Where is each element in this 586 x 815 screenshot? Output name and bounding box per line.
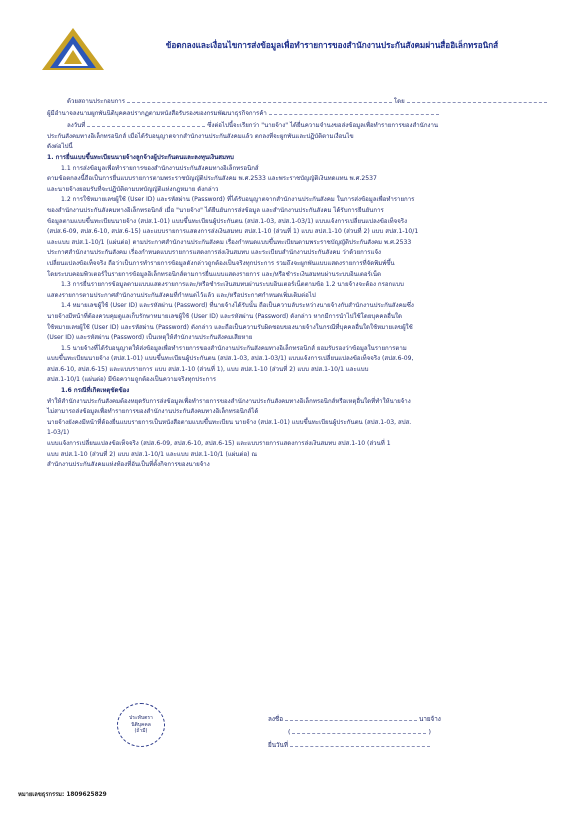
clause-1-6-line-4: นายจ้างยังคงมีหน้าที่ต้องยื่นแบบรายการเป็นหนังสือตามแบบขึ้นทะเบียน นายจ้าง (สปส.1-01) แบบขึ้นทะเบียนผู้ประกันตน (สปส.1-03, สปส. (47, 418, 412, 426)
submit-date-field[interactable] (290, 739, 430, 747)
section-1-heading: 1. การยื่นแบบขึ้นทะเบียนนายจ้างลูกจ้างผู้ประกันตนและลงทุนเงินสมทบ (47, 154, 234, 161)
clause-1-4-line-2: นายจ้างมีหน้าที่ต้องควบคุมดูแลเก็บรักษาหมายเลขผู้ใช้ (User ID) และรหัสผ่าน (Password) ดังกล่าว หากมีการนำไปใช้โดยบุคคลอื่นใด (47, 312, 402, 320)
clause-1-1: 1.1 การส่งข้อมูลเพื่อทำรายการของสำนักงานประกันสังคมทางอิเล็กทรอนิกส์ (61, 164, 259, 172)
clause-1-3: 1.3 การยื่นรายการข้อมูลตามแบบแสดงรายการและ/หรือชำระเงินสมทบผ่านระบบอินเตอร์เน็ตตามข้อ 1.2 นายจ้างจะต้อง กรอกแบบ (61, 281, 404, 289)
clause-1-6-line-3: ไม่สามารถส่งข้อมูลเพื่อทำรายการของสำนักงานประกันสังคมทางอิเล็กทรอนิกส์ได้ (47, 408, 259, 416)
submit-date-label: ยื่นวันที่ (268, 742, 288, 749)
document-title: ข้อตกลงและเงื่อนไขการส่งข้อมูลเพื่อทำรายการของสำนักงานประกันสังคมผ่านสื่ออิเล็กทรอนิกส์ (165, 40, 499, 50)
close-paren: ) (428, 729, 431, 736)
printed-name-field[interactable] (292, 726, 426, 734)
form-line-1 (47, 95, 569, 107)
stamp-line-1: ประทับตรา (129, 715, 153, 721)
transaction-number (18, 789, 107, 799)
clause-1-6-line-5: 1-03/1) (47, 429, 70, 437)
sign-label: ลงชื่อ (268, 716, 283, 723)
form-line-2 (47, 107, 569, 119)
clause-1-3-line-2: แสดงรายการตามประกาศสำนักงานประกันสังคมที่กำหนดไว้แล้ว และ/หรือประกาศกำหนดเพิ่มเติมต่อไป (47, 291, 316, 299)
signature-line (268, 713, 498, 726)
submit-date-line (268, 739, 498, 752)
clause-1-2-line-7: เปลี่ยนแปลงข้อเท็จจริง ถือว่าเป็นการทำรายการข้อมูลดังกล่าวถูกต้องเป็นจริงทุกประการ รวมถึงจะผูกพันแบบแสดงรายการที่จัดพิมพ์ขึ้น (47, 259, 395, 267)
employer-intent-text: ซึ่งต่อไปนี้จะเรียกว่า "นายจ้าง" ได้ยื่นความจำนงขอส่งข้อมูลเพื่อทำรายการของสำนักงาน (207, 122, 439, 130)
certificate-field[interactable] (269, 107, 439, 115)
clause-1-4-line-3: ใช้หมายเลขผู้ใช้ (User ID) และรหัสผ่าน (Password) ดังกล่าว และถือเป็นความรับผิดชอบของนายจ้างในกรณีที่บุคคลอื่นใดใช้หมายเลขผู้ใช้ (47, 323, 413, 331)
establishment-label: ด้วยสถานประกอบการ (67, 98, 125, 105)
clause-1-6: 1.6 กรณีที่เกิดเหตุขัดข้อง (61, 387, 130, 395)
clause-1-1-line-2: ตามข้อตกลงนี้ถือเป็นการยื่นแบบรายการตามพระราชบัญญัติประกันสังคม พ.ศ.2533 และพระราชบัญญัติเงินทดแทน พ.ศ.2537 (47, 175, 377, 183)
form-line-4: ประกันสังคมทางอิเล็กทรอนิกส์ เมื่อได้รับอนุญาตจากสำนักงานประกันสังคมแล้ว ตกลงที่จะผูกพันและปฏิบัติตามเงื่อนไข (47, 132, 354, 140)
clause-1-6-line-7: แบบ สปส.1-10 (ส่วนที่ 2) แบบ สปส.1-10/1 และแบบ สปส.1-10/1 (แผ่นต่อ) ณ (47, 450, 258, 458)
clause-1-6-line-2: ทำให้สำนักงานประกันสังคมต้องหยุดรับการส่งข้อมูลเพื่อทำรายการของสำนักงานประกันสังคมทางอิเล็กทรอนิกส์หรือเหตุอื่นใดที่ทำให้นายจ้าง (47, 397, 411, 405)
clause-1-4-line-4: (User ID) และรหัสผ่าน (Password) เป็นเหตุให้สำนักงานประกันสังคมเสียหาย (47, 334, 253, 342)
form-line-5: ดังต่อไปนี้ (47, 142, 73, 150)
social-security-logo-icon (40, 26, 106, 72)
clause-1-5: 1.5 นายจ้างที่ได้รับอนุญาตให้ส่งข้อมูลเพื่อทำรายการของสำนักงานประกันสังคมทางอิเล็กทรอนิกส์ ยอมรับรองว่าข้อมูลในรายการตาม (61, 344, 407, 352)
clause-1-5-line-4: สปส.1-10/1 (แผ่นต่อ) มีข้อความถูกต้องเป็นความจริงทุกประการ (47, 376, 217, 384)
transaction-label: หมายเลขธุรกรรม: (18, 792, 65, 798)
clause-1-4: 1.4 หมายเลขผู้ใช้ (User ID) และรหัสผ่าน (Password) ที่นายจ้างได้รับนั้น ถือเป็นความลับระหว่างนายจ้างกับสำนักงานประกันสังคมซึ่ง (61, 302, 414, 310)
clause-1-6-line-6: แบบแจ้งการเปลี่ยนแปลงข้อเท็จจริง (สปส.6-09, สปส.6-10, สปส.6-15) และแบบรายการแสดงการส่งเงินสมทบ สปส.1-10 (ส่วนที่ 1 (47, 440, 391, 448)
establishment-field[interactable] (127, 95, 392, 103)
clause-1-2: 1.2 การใช้หมายเลขผู้ใช้ (User ID) และรหัสผ่าน (Password) ที่ได้รับอนุญาตจากสำนักงานประกันสังคม ในการส่งข้อมูลเพื่อทำรายการ (61, 196, 415, 204)
clause-1-5-line-2: แบบขึ้นทะเบียนนายจ้าง (สปส.1-01) แบบขึ้นทะเบียนผู้ประกันตน (สปส.1-03, สปส.1-03/1) แบบแจ้งการเปลี่ยนแปลงข้อเท็จจริง (สปส.6-09, (47, 355, 414, 363)
clause-1-2-line-8: โดยระบบคอมพิวเตอร์ในรายการข้อมูลอิเล็กทรอนิกส์ตามการยื่นแบบแสดงรายการ และ/หรือชำระเงินสมทบผ่านระบบอินเตอร์เน็ต (47, 270, 381, 278)
clause-1-2-line-3: ข้อมูลตามแบบขึ้นทะเบียนนายจ้าง (สปส.1-01) แบบขึ้นทะเบียนผู้ประกันตน (สปส.1-03, สปส.1-03/1) แบบแจ้งการเปลี่ยนแปลงข้อเท็จจริง (47, 217, 408, 225)
signature-block (268, 713, 498, 752)
clause-1-2-line-5: และแบบ สปส.1-10/1 (แผ่นต่อ) ตามประกาศสำนักงานประกันสังคม เรื่องกำหนดแบบขึ้นทะเบียนตามพระราชบัญญัติประกันสังคม พ.ศ.2533 (47, 238, 412, 246)
clause-1-5-line-3: สปส.6-10, สปส.6-15) และแบบรายการ แบบ สปส.1-10 (ส่วนที่ 1), แบบ สปส.1-10 (ส่วนที่ 2) แบบ สปส.1-10/1 และแบบ (47, 365, 369, 373)
printed-name-line (268, 726, 498, 739)
signature-field[interactable] (285, 713, 417, 721)
clause-1-6-line-8: สำนักงานประกันสังคมแห่งท้องที่อันเป็นที่ตั้งกิจการของนายจ้าง (47, 461, 210, 469)
form-line-3 (47, 119, 569, 131)
authorized-signer-text: ผู้มีอำนาจลงนามผูกพันนิติบุคคลปรากฏตามหนังสือรับรองของกรมพัฒนาธุรกิจการค้า (47, 110, 267, 118)
date-field[interactable] (87, 119, 205, 127)
transaction-value: 1809625829 (66, 792, 107, 798)
employer-info-form (47, 95, 569, 152)
clause-1-2-line-4: (สปส.6-09, สปส.6-10, สปส.6-15) และแบบรายการแสดงการส่งเงินสมทบ สปส.1-10 (ส่วนที่ 1) แบบ สปส.1-10 (ส่วนที่ 2) แบบ สปส.1-10/1 (47, 228, 419, 236)
employer-label: นายจ้าง (419, 716, 441, 723)
clause-1-2-line-2: ของสำนักงานประกันสังคมทางอิเล็กทรอนิกส์ เมื่อ "นายจ้าง" ได้ยืนยันการส่งข้อมูล และสำนักงานประกันสังคม ได้รับการยืนยันการ (47, 206, 384, 214)
date-label: ลงวันที่ (67, 122, 86, 130)
agreement-body (47, 153, 569, 471)
open-paren: ( (288, 729, 291, 736)
clause-1-1-line-3: และนายจ้างยอมรับที่จะปฏิบัติตามบทบัญญัติแห่งกฎหมาย ดังกล่าว (47, 185, 219, 193)
clause-1-2-line-6: ประกาศสำนักงานประกันสังคม เรื่องกำหนดแบบรายการแสดงการส่งเงินสมทบ และระเบียบสำนักงานประกันสังคม ว่าด้วยการแจ้ง (47, 249, 382, 257)
by-label: โดย (393, 98, 405, 105)
representative-field[interactable] (407, 95, 547, 103)
corporate-seal-placeholder (117, 703, 165, 747)
stamp-line-2: นิติบุคคล (131, 721, 151, 728)
stamp-line-3: (ถ้ามี) (134, 728, 148, 734)
